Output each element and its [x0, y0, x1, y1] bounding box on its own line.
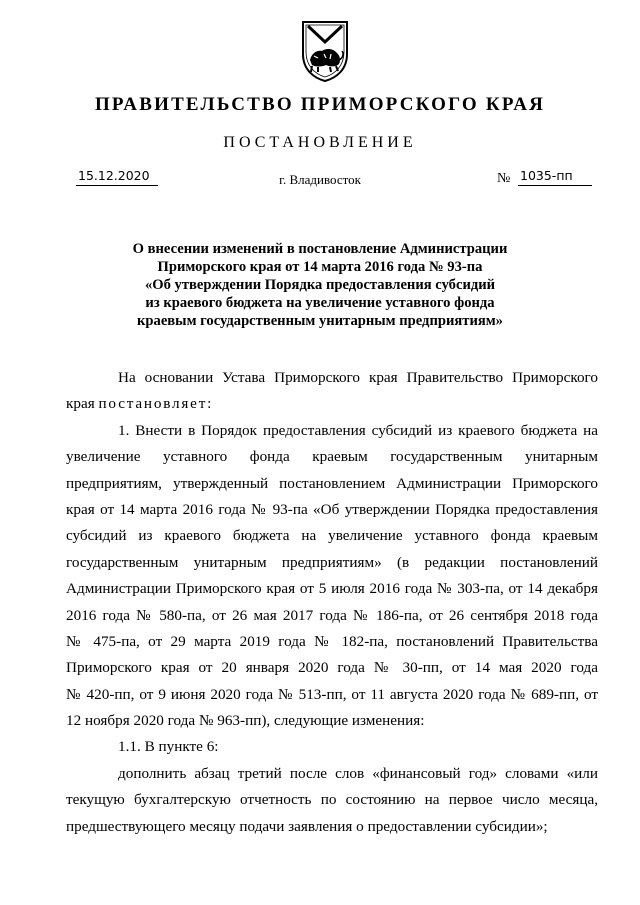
item-1-line: 2016 года № 580-па, от 26 мая 2017 года № 186-па, от 26 сентября 2018 года [66, 606, 598, 624]
item-1-line: Приморского края от 20 января 2020 года № 30-пп, от 14 мая 2020 года [66, 659, 598, 677]
item-1-line: № 475-па, от 29 марта 2019 года № 182-па, постановлений Правительства [66, 632, 598, 650]
resolution-word: постановляет: [98, 395, 214, 413]
item-1-line: 1. Внести в Порядок предоставления субсидий из краевого бюджета на [118, 421, 598, 439]
document-type: ПОСТАНОВЛЕНИЕ [223, 134, 417, 151]
item-1-line: Администрации Приморского края от 5 июля 2016 года № 303-па, от 14 декабря [66, 580, 598, 598]
preamble-line: На основании Устава Приморского края Правительство Приморского [118, 369, 598, 386]
document-body [66, 365, 598, 840]
heading-line: Приморского края от 14 марта 2016 года № 93-па [157, 259, 483, 275]
heading-line: «Об утверждении Порядка предоставления субсидий [144, 277, 496, 293]
item-1-line: предприятиям, утвержденный постановлением Администрации Приморского [66, 474, 598, 492]
document-date: 15.12.2020 [76, 168, 158, 186]
document-heading [110, 240, 530, 330]
item-1-line: государственным унитарным предприятиям» (в редакции постановлений [66, 553, 598, 571]
coat-of-arms-icon [300, 20, 350, 82]
item-1-line: увеличение уставного фонда краевым государственным унитарным [66, 448, 598, 466]
heading-line: из краевого бюджета на увеличение уставного фонда [145, 295, 495, 311]
city-label: г. Владивосток [279, 172, 361, 187]
item-1-line: 12 ноября 2020 года № 963-пп), следующие изменения: [66, 712, 425, 730]
preamble-line [66, 391, 598, 417]
preamble-text: края [66, 395, 99, 413]
item-1-1-line: текущую бухгалтерскую отчетность по состоянию на первое число месяца, [66, 791, 598, 809]
item-1-line: края от 14 марта 2016 года № 93-па «Об утверждении Порядка предоставления [66, 500, 598, 518]
item-1-1-line: дополнить абзац третий после слов «финансовый год» словами «или [118, 764, 598, 782]
item-1-1-line: предшествующего месяцу подачи заявления о предоставлении субсидии»; [66, 817, 548, 835]
document-number: 1035-пп [518, 168, 592, 186]
heading-line: краевым государственным унитарным предприятиям» [137, 313, 503, 329]
government-title: ПРАВИТЕЛЬСТВО ПРИМОРСКОГО КРАЯ [94, 94, 546, 115]
heading-line: О внесении изменений в постановление Администрации [132, 241, 508, 257]
item-1-line: субсидий из краевого бюджета на увеличение уставного фонда краевым [66, 527, 598, 545]
number-sign: № [497, 171, 511, 186]
item-1-1: 1.1. В пункте 6: [118, 738, 219, 756]
item-1-line: № 420-пп, от 9 июня 2020 года № 513-пп, от 11 августа 2020 года № 689-пп, от [66, 685, 598, 703]
